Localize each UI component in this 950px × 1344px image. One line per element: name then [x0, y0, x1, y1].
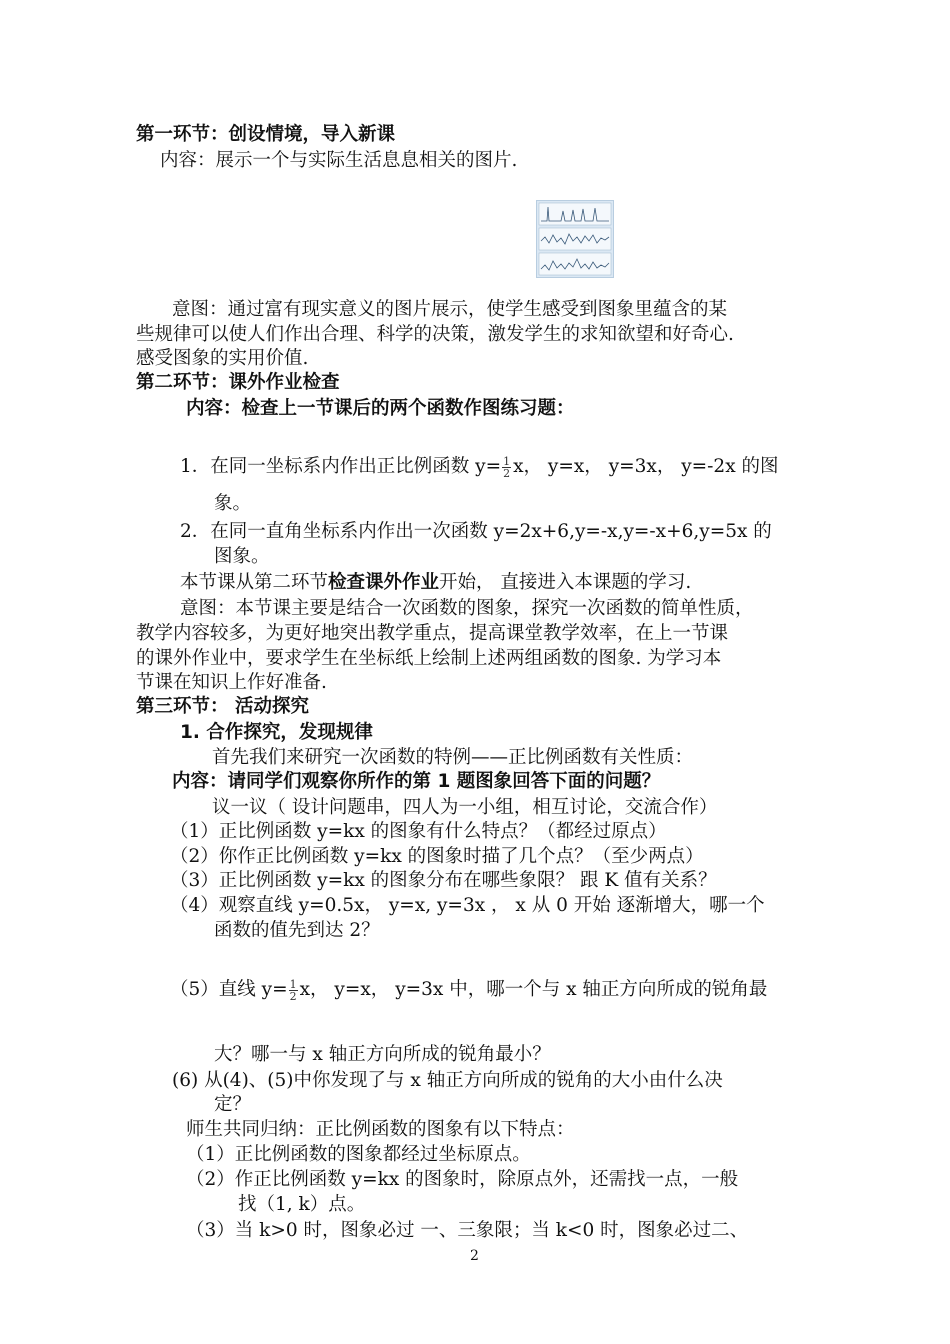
section3-intro: 首先我们来研究一次函数的特例——正比例函数有关性质： — [212, 747, 694, 768]
discussion-prompt: 议一议（ 设计问题串，四人为一小组，相互讨论，交流合作） — [212, 797, 718, 818]
question-2: （2）你作正比例函数 y=kx 的图象时描了几个点？（至少两点） — [170, 846, 704, 867]
section3-heading: 第三环节： 活动探究 — [136, 696, 309, 717]
section1-heading: 第一环节：创设情境，导入新课 — [136, 124, 396, 145]
section1-intent-line3: 感受图象的实用价值. — [136, 348, 309, 369]
fraction-numerator: 1 — [289, 977, 297, 991]
homework-q1-suffix: x， y=x， y=3x， y=-2x 的图 — [513, 456, 779, 477]
note-bold: 检查课外作业 — [328, 572, 440, 593]
summary-point-2-continuation: 找（1, k）点。 — [238, 1194, 366, 1215]
section2-intent-line2: 教学内容较多，为更好地突出教学重点，提高课堂教学效率，在上一节课 — [136, 623, 729, 644]
section1-intent-line2: 些规律可以使人们作出合理、科学的决策，激发学生的求知欲望和好奇心. — [136, 324, 734, 345]
summary-point-2: （2）作正比例函数 y=kx 的图象时，除原点外，还需找一点，一般 — [186, 1169, 739, 1190]
summary-point-3: （3）当 k>0 时，图象必过 一、三象限；当 k<0 时，图象必过二、 — [186, 1220, 749, 1241]
question-1: （1）正比例函数 y=kx 的图象有什么特点？（都经过原点） — [170, 821, 667, 842]
summary-intro: 师生共同归纳：正比例函数的图象有以下特点： — [186, 1119, 575, 1140]
section2-content: 内容：检查上一节课后的两个函数作图练习题： — [186, 398, 575, 419]
homework-q1-continuation: 象。 — [214, 493, 252, 514]
section2-intent-line4: 节课在知识上作好准备. — [136, 672, 327, 693]
section1-intent-line1: 意图：通过富有现实意义的图片展示，使学生感受到图象里蕴含的某 — [172, 299, 728, 320]
summary-point-1: （1）正比例函数的图象都经过坐标原点。 — [186, 1144, 531, 1165]
fraction-one-half — [502, 456, 511, 479]
section2-note — [180, 571, 691, 595]
page-number: 2 — [470, 1248, 479, 1264]
signal-chart-image — [536, 200, 614, 278]
question-3: （3）正比例函数 y=kx 的图象分布在哪些象限？ 跟 K 值有关系？ — [170, 870, 717, 891]
fraction-denominator: 2 — [289, 989, 297, 1003]
section1-content: 内容：展示一个与实际生活息息相关的图片. — [160, 150, 518, 171]
section2-heading: 第二环节：课外作业检查 — [136, 372, 340, 393]
homework-question-1 — [180, 455, 779, 479]
question-5-suffix: x， y=x， y=3x 中，哪一个与 x 轴正方向所成的锐角最 — [299, 979, 768, 1000]
question-5 — [170, 978, 767, 1002]
fraction-numerator: 1 — [503, 454, 511, 468]
section3-content: 内容：请同学们观察你所作的第 1 题图象回答下面的问题？ — [172, 771, 661, 792]
question-6-continuation: 定？ — [214, 1094, 252, 1115]
section2-intent-line1: 意图：本节课主要是结合一次函数的图象，探究一次函数的简单性质， — [180, 598, 754, 619]
question-4-continuation: 函数的值先到达 2？ — [214, 920, 380, 941]
homework-question-2: 2．在同一直角坐标系内作出一次函数 y=2x+6,y=-x,y=-x+6,y=5x 的 — [180, 521, 772, 542]
signal-chart-graphic — [537, 201, 613, 277]
question-4: （4）观察直线 y=0.5x， y=x, y=3x ， x 从 0 开始 逐渐增大，哪一个 — [170, 895, 765, 916]
section2-intent-line3: 的课外作业中，要求学生在坐标纸上绘制上述两组函数的图象. 为学习本 — [136, 648, 722, 669]
question-5-prefix: （5）直线 y= — [170, 979, 288, 1000]
note-part-a: 本节课从第二环节 — [180, 572, 329, 593]
question-6: (6) 从(4)、(5)中你发现了与 x 轴正方向所成的锐角的大小由什么决 — [172, 1070, 723, 1091]
question-5-continuation: 大？哪一与 x 轴正方向所成的锐角最小？ — [214, 1044, 551, 1065]
fraction-one-half-q5 — [289, 979, 298, 1002]
homework-q1-prefix: 1．在同一坐标系内作出正比例函数 y= — [180, 456, 502, 477]
homework-q2-continuation: 图象。 — [214, 546, 270, 567]
section3-subheading: 1. 合作探究，发现规律 — [180, 722, 373, 743]
note-part-b: 开始， 直接进入本课题的学习. — [439, 572, 692, 593]
fraction-denominator: 2 — [503, 466, 511, 480]
